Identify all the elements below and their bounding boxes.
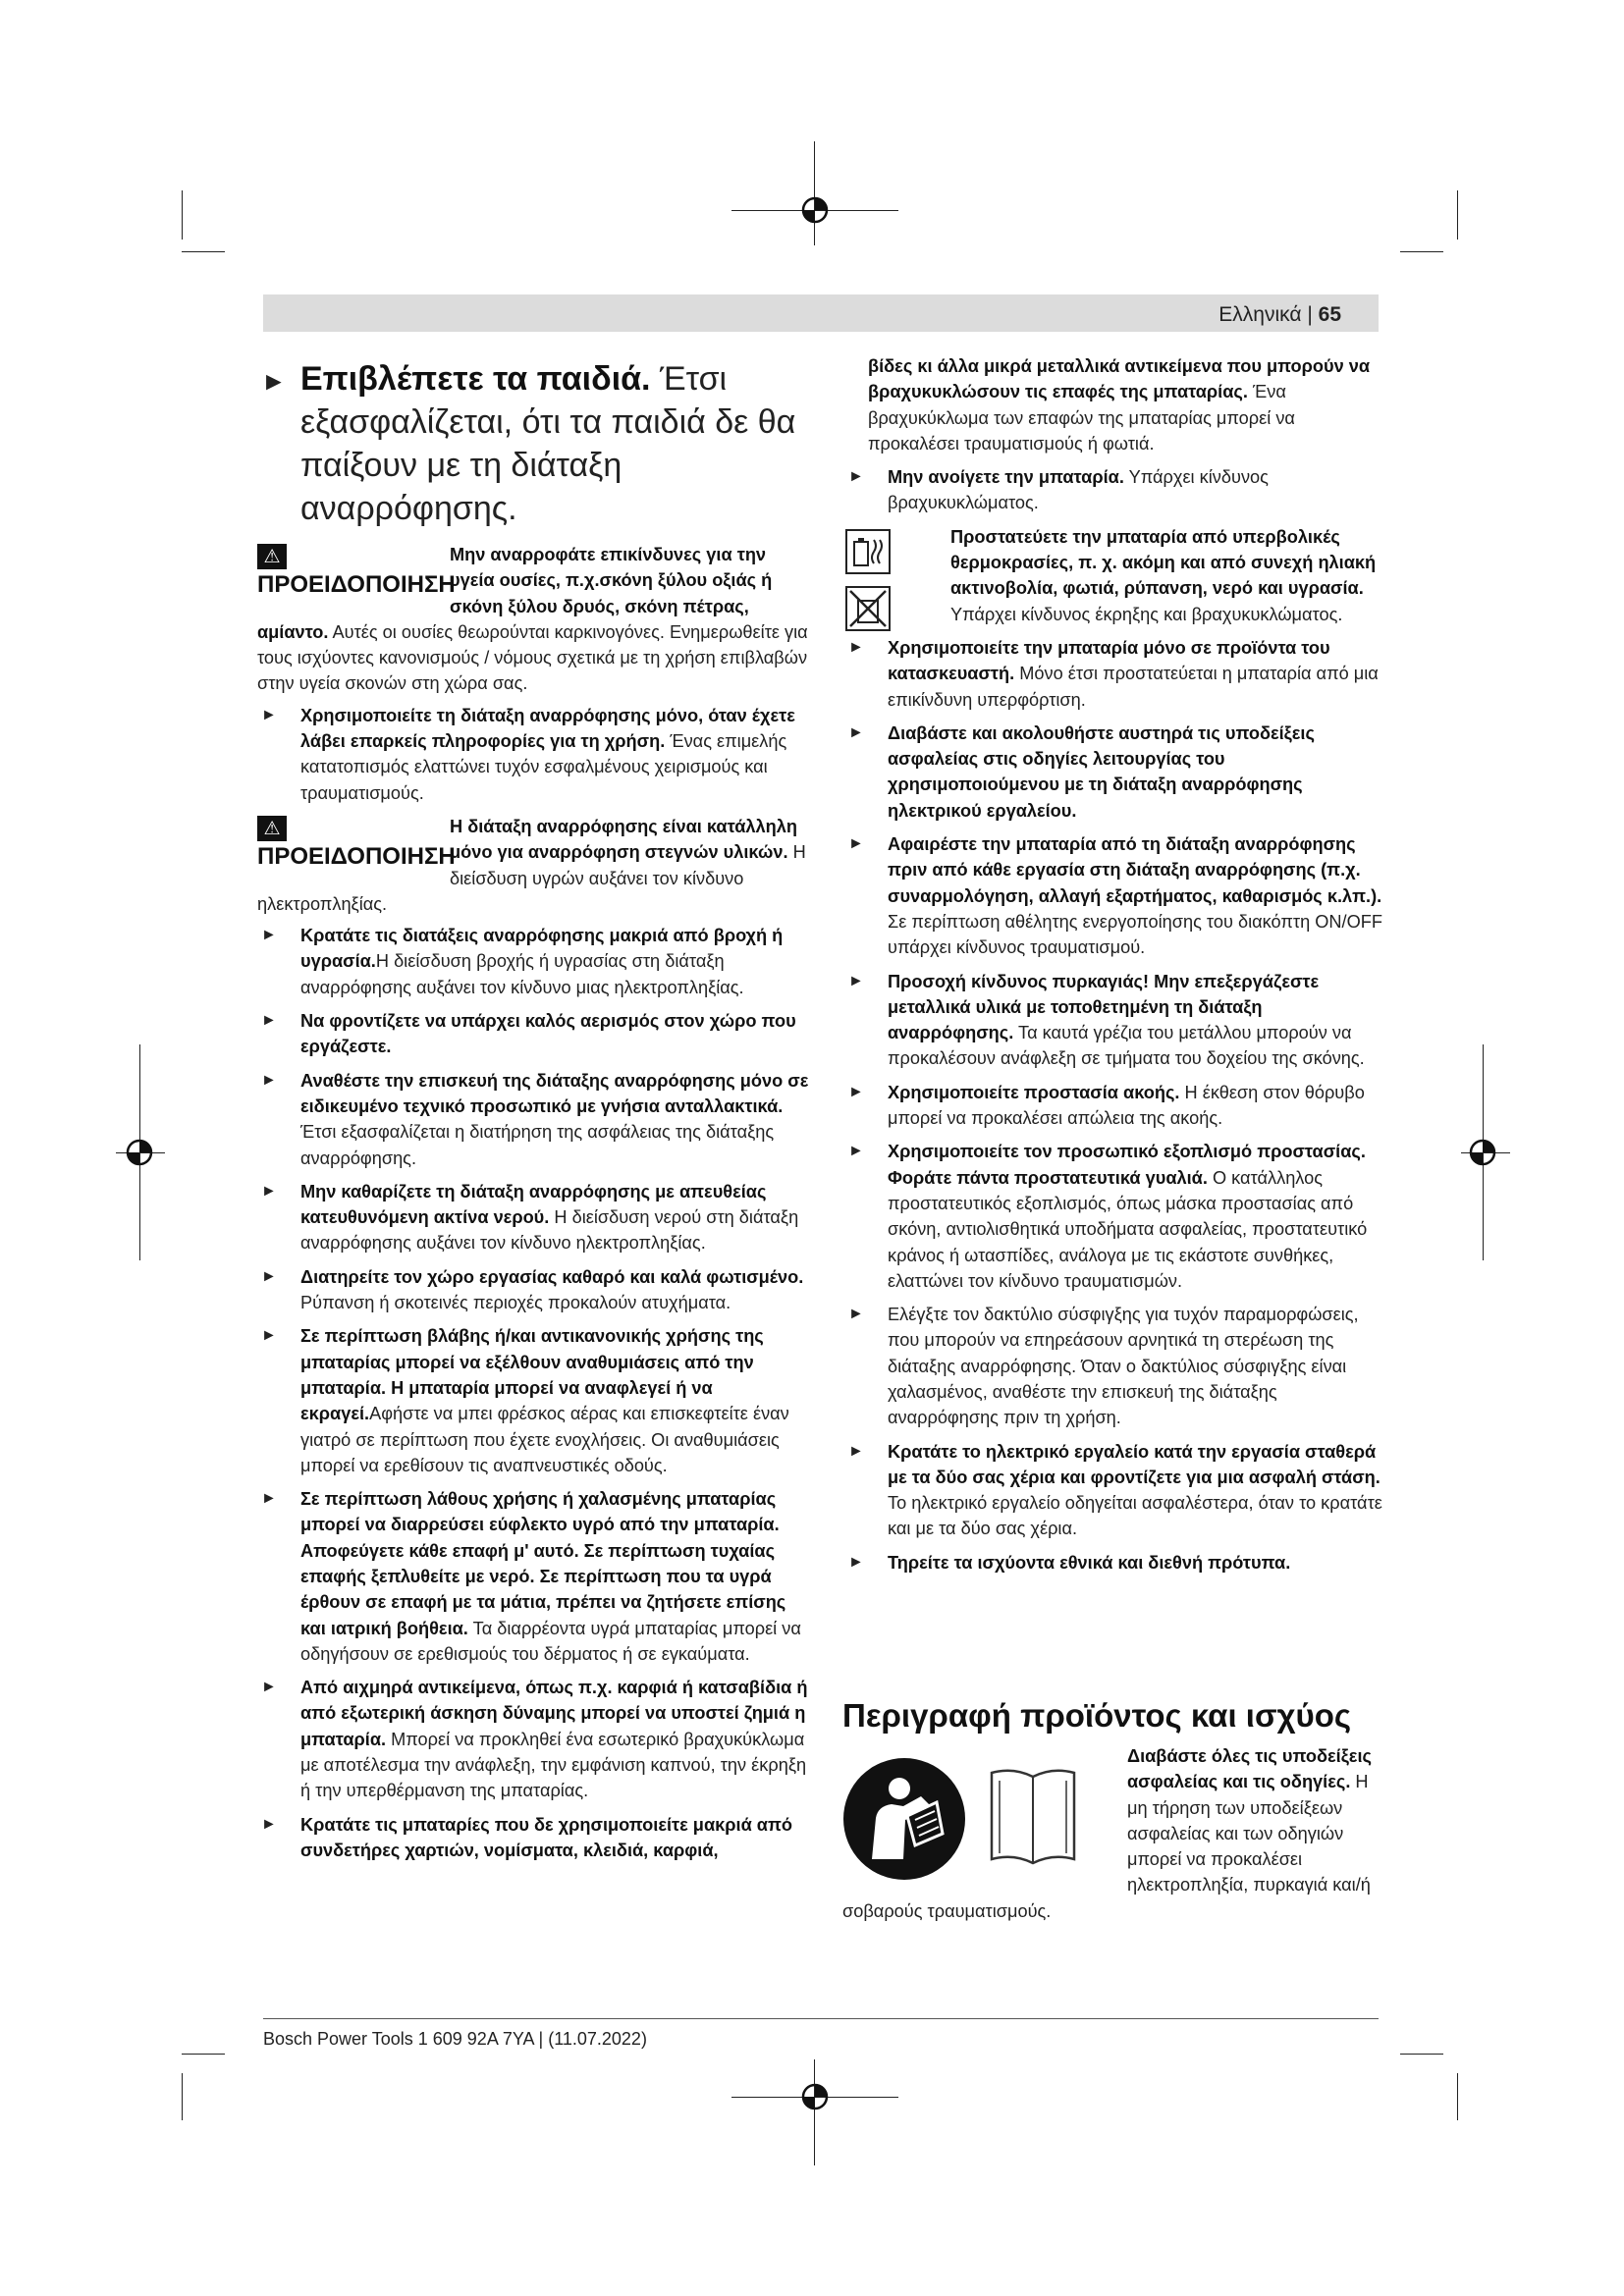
crop-mark (1457, 2073, 1458, 2120)
list-item (844, 1302, 1382, 1430)
bullet-arrow-icon: ► (848, 1442, 864, 1460)
item-text: Ρύπανση ή σκοτεινές περιοχές προκαλούν ατυχήματα. (300, 1293, 731, 1313)
bullet-arrow-icon: ► (261, 1182, 277, 1200)
warning-label-text: ΠΡΟΕΙΔΟΠΟΙΗΣΗ (257, 571, 456, 598)
crop-mark (182, 190, 183, 240)
list-item (257, 1486, 809, 1667)
crop-mark (1400, 2054, 1443, 2055)
item-text: Ένας επιμελής κατατοπισμός ελαττώνει τυχόν εσφαλμένους χειρισμούς και τραυματισμούς. (300, 731, 787, 803)
item-bold: Αναθέστε την επισκευή της διάταξης αναρρόφησης μόνο σε ειδικευμένο τεχνικό προσωπικό με γνήσια ανταλλακτικά. (300, 1070, 809, 1116)
warning-block (257, 814, 809, 917)
crop-mark (1457, 190, 1458, 240)
footer-text: Bosch Power Tools 1 609 92A 7YA | (11.07.2022) (263, 2029, 647, 2049)
list-item (257, 703, 809, 806)
list-item (257, 1323, 809, 1478)
item-bold: Τηρείτε τα ισχύοντα εθνικά και διεθνή πρότυπα. (888, 1552, 1291, 1573)
registration-mark-icon (1468, 1138, 1497, 1167)
list-item (257, 1812, 809, 1864)
bullet-arrow-icon: ► (848, 723, 864, 741)
footer-divider (263, 2018, 1379, 2019)
warning-bold: Μην αναρροφάτε επικίνδυνες για την υγεία ουσίες, π.χ.σκόνη ξύλου οξιάς ή σκόνη ξύλου δρυός, σκόνη πέτρας, αμίαντο. (257, 545, 773, 642)
warning-triangle-icon: ⚠ (257, 544, 287, 569)
item-text: Μπορεί να προκληθεί ένα εσωτερικό βραχυκύκλωμα με αποτέλεσμα την ανάφλεξη, την εμφάνιση καπνού, την έκρηξη ή την υπερθέρμανση της μπαταρίας. (300, 1729, 807, 1801)
bullet-arrow-icon: ► (261, 1267, 277, 1285)
bullet-arrow-icon: ► (848, 468, 864, 486)
battery-heat-icon (844, 528, 892, 575)
crop-mark (1400, 251, 1443, 252)
list-item (257, 1008, 809, 1060)
item-text: Αφήστε να μπει φρέσκος αέρας και επισκεφτείτε έναν γιατρό σε περίπτωση που έχετε ενοχλήσεις. Οι αναθυμιάσεις μπορεί να ερεθίσουν τις αναπνευστικές οδούς. (300, 1404, 789, 1475)
item-bold: Χρησιμοποιείτε την μπαταρία μόνο σε προϊόντα του κατασκευαστή. (888, 637, 1330, 684)
crop-mark (182, 2054, 225, 2055)
list-item (844, 1139, 1382, 1294)
item-bold: Χρησιμοποιείτε προστασία ακοής. (888, 1082, 1180, 1102)
crop-mark (814, 141, 815, 245)
item-bold: Αφαιρέστε την μπαταρία από τη διάταξη αναρρόφησης πριν από κάθε εργασία στη διάταξη αναρρόφησης (π.χ. συναρμολόγηση, αλλαγή εξαρτήματος, καθαρισμός κ.λπ.). (888, 834, 1382, 906)
list-item (844, 1550, 1382, 1575)
item-bold: Κρατάτε το ηλεκτρικό εργαλείο κατά την εργασία σταθερά με τα δύο σας χέρια και φροντίζετε για μια ασφαλή στάση. (888, 1441, 1380, 1487)
warning-label (257, 814, 456, 871)
item-text: Η διείσδυση νερού στη διάταξη αναρρόφησης αυξάνει τον κίνδυνο ηλεκτροπληξίας. (300, 1207, 799, 1254)
read-bold: Διαβάστε όλες τις υποδείξεις ασφαλείας και τις οδηγίες. (1127, 1746, 1372, 1792)
bullet-arrow-icon: ► (261, 1012, 277, 1030)
registration-mark-icon (125, 1138, 154, 1167)
warning-label-text: ΠΡΟΕΙΔΟΠΟΙΗΣΗ (257, 842, 456, 870)
warning-bold: Η διάταξη αναρρόφησης είναι κατάλληλη μόνο για αναρρόφηση στεγνών υλικών. (450, 816, 797, 863)
header-label: Ελληνικά | 65 (1218, 303, 1341, 326)
warning-text: Η διείσδυση υγρών αυξάνει τον κίνδυνο ηλεκτροπληξίας. (257, 842, 806, 914)
crop-mark (182, 2073, 183, 2120)
item-bold: Σε περίπτωση λάθους χρήσης ή χαλασμένης μπαταρίας μπορεί να διαρρεύσει εύφλεκτο υγρό από την μπαταρία. Αποφεύγετε κάθε επαφή μ' αυτό. Σε περίπτωση τυχαίας επαφής ξεπλυθείτε με νερό. Σε περίπτωση που τα υγρά έρθουν σε επαφή με τα μάτια, πρέπει να ζητήσετε επίσης και ιατρική βοήθεια. (300, 1489, 786, 1638)
list-item (844, 969, 1382, 1072)
registration-mark-icon (800, 2082, 830, 2111)
list-item-continued (844, 353, 1382, 456)
bullet-arrow-icon: ► (848, 972, 864, 989)
list-item (257, 1179, 809, 1256)
item-text: Ο κατάλληλος προστατευτικός εξοπλισμός, όπως μάσκα προστασίας από σκόνη, αντιολισθητικά υποδήματα ασφαλείας, προστατευτικό κράνος ή ωτασπίδες, ανάλογα με τις εκάστοτε συνθήκες, ελαττώνει τον κίνδυνο τραυματισμών. (888, 1167, 1368, 1291)
page-number: 65 (1318, 303, 1341, 326)
bullet-arrow-icon: ► (848, 1143, 864, 1160)
battery-protect-block (844, 524, 1382, 627)
warning-label (257, 542, 456, 599)
right-column (844, 353, 1382, 1583)
list-item (257, 923, 809, 1000)
item-bold: Προσοχή κίνδυνος πυρκαγιάς! Μην επεξεργάζεστε μεταλλικά υλικά με τοποθετημένη τη διάταξη αναρρόφησης. (888, 971, 1320, 1043)
item-text: Υπάρχει κίνδυνος έκρηξης και βραχυκυκλώματος. (950, 604, 1343, 624)
section-title: Περιγραφή προϊόντος και ισχύος (842, 1697, 1352, 1734)
bullet-arrow-icon: ► (848, 1306, 864, 1323)
item-bold: Κρατάτε τις διατάξεις αναρρόφησης μακριά από βροχή ή υγρασία. (300, 926, 784, 972)
list-item (257, 1264, 809, 1316)
item-bold: Κρατάτε τις μπαταρίες που δε χρησιμοποιείτε μακριά από συνδετήρες χαρτιών, νομίσματα, κλειδιά, καρφιά, (300, 1814, 793, 1860)
intro-text: Έτσι εξασφαλίζεται, ότι τα παιδιά δε θα παίξουν με τη διάταξη αναρρόφησης. (300, 360, 796, 527)
item-text: Η έκθεση στον θόρυβο μπορεί να προκαλέσει απώλεια της ακοής. (888, 1082, 1365, 1129)
item-bold: Μην καθαρίζετε τη διάταξη αναρρόφησης με απευθείας κατευθυνόμενη ακτίνα νερού. (300, 1181, 767, 1228)
warning-block (257, 542, 809, 697)
item-bold: Από αιχμηρά αντικείμενα, όπως π.χ. καρφιά ή κατσαβίδια ή από εξωτερική άσκηση δύναμης μπορεί να υποστεί ζημιά η μπαταρία. (300, 1678, 808, 1749)
read-instructions-text (842, 1743, 1380, 1924)
item-bold: Μην ανοίγετε την μπαταρία. (888, 467, 1124, 488)
item-bold: Χρησιμοποιείτε τη διάταξη αναρρόφησης μόνο, όταν έχετε λάβει επαρκείς πληροφορίες για τη χρήση. (300, 705, 795, 752)
item-bold: Προστατεύετε την μπαταρία από υπερβολικές θερμοκρασίες, π. χ. ακόμη και από συνεχή ηλιακή ακτινοβολία, φωτιά, ρύπανση, νερό και υγρασία. (950, 526, 1377, 599)
item-bold: Σε περίπτωση βλάβης ή/και αντικανονικής χρήσης της μπαταρίας μπορεί να εξέλθουν αναθυμιάσεις από την μπαταρία. Η μπαταρία μπορεί να αναφλεγεί ή να εκραγεί. (300, 1326, 764, 1424)
bullet-arrow-icon: ► (848, 638, 864, 656)
list-item (844, 1439, 1382, 1542)
list-item (844, 464, 1382, 516)
bullet-arrow-icon: ► (261, 1490, 277, 1508)
list-item (257, 1675, 809, 1803)
list-item (844, 1080, 1382, 1132)
intro-item (257, 357, 809, 530)
item-text: Ένα βραχυκύκλωμα των επαφών της μπαταρίας μπορεί να προκαλέσει τραυματισμούς ή φωτιά. (868, 382, 1295, 454)
item-text: Μόνο έτσι προστατεύεται η μπαταρία από μια επικίνδυνη υπερφόρτιση. (888, 664, 1379, 710)
bullet-arrow-icon: ► (261, 1815, 277, 1833)
bullet-arrow-icon: ► (261, 1679, 277, 1696)
left-column (257, 353, 809, 1871)
item-bold: Διαβάστε και ακολουθήστε αυστηρά τις υποδείξεις ασφαλείας στις οδηγίες λειτουργίας του χρησιμοποιούμενου με τη διάταξη αναρρόφησης ηλεκτρικού εργαλείου. (888, 722, 1315, 821)
item-text: Σε περίπτωση αθέλητης ενεργοποίησης του διακόπτη ON/OFF υπάρχει κίνδυνος τραυματισμού. (888, 911, 1382, 958)
item-text: Το ηλεκτρικό εργαλείο οδηγείται ασφαλέστερα, όταν το κρατάτε και με τα δύο σας χέρια. (888, 1493, 1382, 1539)
bullet-arrow-icon: ► (848, 1083, 864, 1100)
registration-mark-icon (800, 195, 830, 225)
list-item (844, 721, 1382, 824)
warning-text: Αυτές οι ουσίες θεωρούνται καρκινογόνες. Ενημερωθείτε για τους ισχύοντες κανονισμούς / νόμους σχετικά με τη χρήση επιβλαβών στην υγεία σκονών στη χώρα σας. (257, 621, 808, 694)
icon-float-spacer (842, 1743, 1127, 1881)
intro-bold: Επιβλέπετε τα παιδιά. (300, 360, 651, 398)
item-text: Έτσι εξασφαλίζεται η διατήρηση της ασφάλειας της διάταξης αναρρόφησης. (300, 1122, 775, 1168)
language-label: Ελληνικά (1218, 303, 1302, 326)
item-text: Τα καυτά γρέζια του μετάλλου μπορούν να προκαλέσουν ανάφλεξη σε τμήματα του δοχείου της σκόνης. (888, 1023, 1365, 1069)
item-text: Ελέγξτε τον δακτύλιο σύσφιγξης για τυχόν παραμορφώσεις, που μπορούν να επηρεάσουν αρνητικά τη στερέωση της διάταξης αναρρόφησης. Όταν ο δακτύλιος σύσφιγξης είναι χαλασμένος, αναθέστε την επισκευή της διάταξης αναρρόφησης πριν τη χρήση. (888, 1305, 1359, 1428)
item-bold: βίδες κι άλλα μικρά μεταλλικά αντικείμενα που μπορούν να βραχυκυκλώσουν τις επαφές της μπαταρίας. (868, 356, 1371, 402)
read-text: Η μη τήρηση των υποδείξεων ασφαλείας και των οδηγιών μπορεί να προκαλέσει ηλεκτροπληξία, πυρκαγιά και/ή σοβαρούς τραυματισμούς. (842, 1772, 1371, 1921)
bullet-arrow-icon: ► (261, 706, 277, 723)
bullet-arrow-icon: ► (261, 366, 287, 396)
list-item (844, 635, 1382, 713)
bullet-arrow-icon: ► (848, 835, 864, 853)
bullet-arrow-icon: ► (848, 1553, 864, 1571)
bullet-arrow-icon: ► (261, 1071, 277, 1089)
warning-triangle-icon: ⚠ (257, 816, 287, 841)
item-text: Τα διαρρέοντα υγρά μπαταρίας μπορεί να οδηγήσουν σε ερεθισμούς του δέρματος ή σε εγκαύματα. (300, 1618, 801, 1664)
bullet-arrow-icon: ► (261, 927, 277, 944)
battery-no-water-icon (844, 585, 892, 632)
item-bold: Διατηρείτε τον χώρο εργασίας καθαρό και καλά φωτισμένο. (300, 1266, 804, 1287)
page-header (263, 294, 1379, 332)
list-item (257, 1068, 809, 1171)
item-text: Η διείσδυση βροχής ή υγρασίας στη διάταξη αναρρόφησης αυξάνει τον κίνδυνο μιας ηλεκτροπληξίας. (300, 951, 744, 997)
crop-mark (182, 251, 225, 252)
bullet-arrow-icon: ► (261, 1327, 277, 1345)
item-bold: Χρησιμοποιείτε τον προσωπικό εξοπλισμό προστασίας. Φοράτε πάντα προστατευτικά γυαλιά. (888, 1142, 1366, 1188)
item-bold: Να φροντίζετε να υπάρχει καλός αερισμός στον χώρο που εργάζεστε. (300, 1011, 796, 1057)
item-text: Υπάρχει κίνδυνος βραχυκυκλώματος. (888, 467, 1269, 513)
crop-mark (814, 2059, 815, 2165)
list-item (844, 831, 1382, 960)
